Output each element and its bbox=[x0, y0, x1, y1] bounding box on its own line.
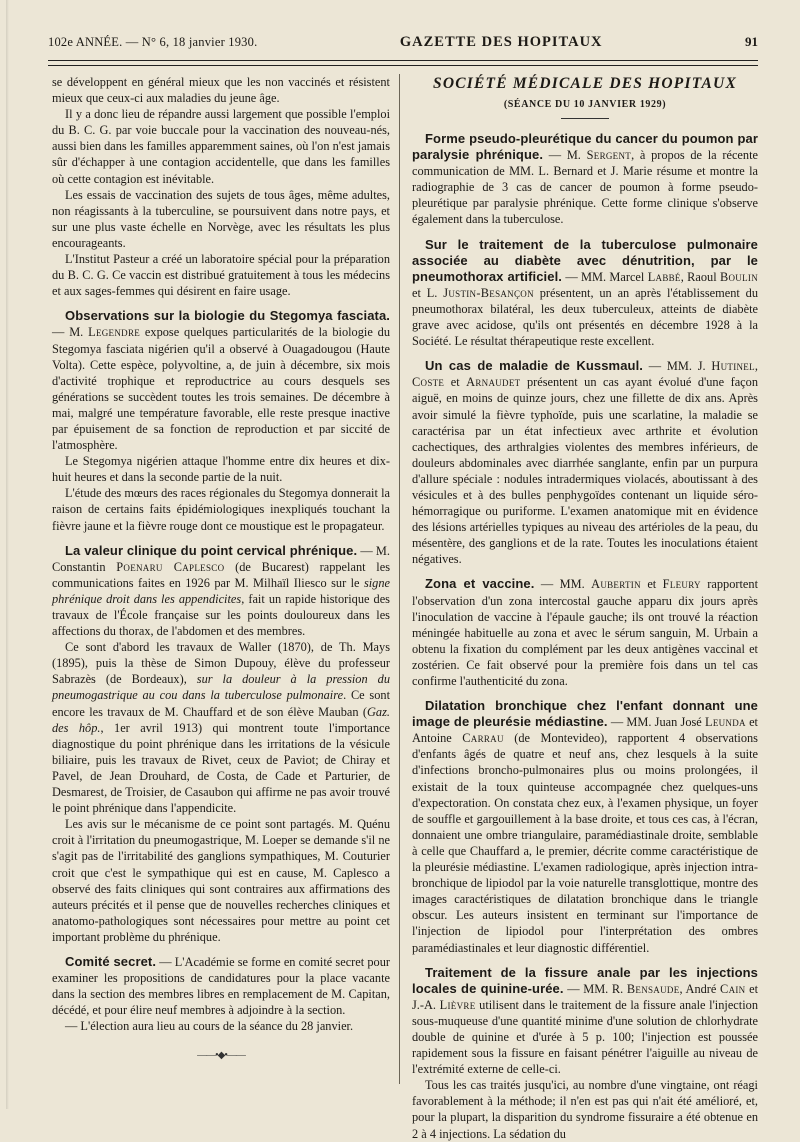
text-run: — M. bbox=[52, 325, 89, 340]
text-run: rapportent l'observation d'un zona intercostal gauche apparu dix jours après l'inoculation de vaccine à l'épaule gauche; ils ont trouvé la réaction méningée habituelle au zona et avec le sérum sanguin, M. Urbain a obtenu la fixation du complément par les deux antigènes vaccinal et zostérien. Ce fait observé pour la première fois dans un tel cas confirme l'authenticité du zona. bbox=[412, 577, 758, 688]
text-run: Ce sont d'abord les travaux de Waller (1870), de Th. Mays (1895), puis la thèse de Simon Dupouy, élève du professeur Sabrazès (de Bordeaux), bbox=[52, 640, 390, 687]
text-run: , Raoul bbox=[680, 269, 720, 284]
text-run: — MM. Marcel bbox=[562, 269, 648, 284]
article-title: La valeur clinique du point cervical phrénique. bbox=[65, 542, 358, 558]
text-run: , André bbox=[679, 981, 721, 996]
article-title: Observations sur la biologie du Stegomya fasciata. bbox=[65, 308, 390, 324]
article-title: Dilatation bronchique chez l'enfant donnant une image de pleurésie médiastine. bbox=[412, 698, 758, 730]
text-run: présentent, un an après l'établissement du pneumothorax bilatéral, les deux tuberculeux, atteints de diabète grave avec acidose, qu'ils ont présentés en décembre 1928 à la Société. Le résultat thérapeutique reste excellent. bbox=[412, 285, 758, 349]
text-run: — MM. J. bbox=[643, 359, 712, 374]
paragraph: Tous les cas traités jusqu'ici, au nombre d'une vingtaine, ont réagi favorablement à la méthode; il n'en est pas qui n'ait été amélioré, et, pour la plupart, la disparition du syndrome fissuraire a été obtenue en 2 à 4 injections. La sédation du bbox=[412, 1078, 758, 1141]
author-name: Poenaru Caplesco bbox=[116, 559, 225, 574]
paragraph: Il y a donc lieu de répandre aussi largement que possible l'emploi du B. C. G. par voie buccale pour la vaccination des nouveau-nés, aussi bien dans les familles apparemment saines, où l'on n'est jamais sûr d'échapper à une contagion accidentelle, que dans les familles où cette contagion est inévitable. bbox=[52, 107, 390, 186]
text-run: et bbox=[444, 375, 467, 390]
page-number: 91 bbox=[744, 34, 758, 49]
article-kussmaul bbox=[412, 358, 758, 567]
text-run: (de Montevideo), rapportent 4 observations d'enfants âgés de quatre et neuf ans, chez lesquels à la suite d'infections broncho-pulmonaires plus ou moins prolongées, il existait de la toux quinteuse accompagnée chez quelques-uns d'expectoration. On constata chez eux, à l'examen physique, un foyer de souffle et gargouillement à la base droite, et tous ces cas, à l'écran, donnaient une ombre triangulaire, paramédiastinale droite, semblable à celle que Chauffard a, le premier, décrite comme caractéristique de la pleurésie médiastine. L'examen radiologique, après injection intra-bronchique de lipiodol par la voie naturelle transglottique, montre des images caractéristiques de dilatation bronchique dans le triangle obscur. Les auteurs insistent en terminant sur l'importance de l'injection de lipiodol pour l'interprétation des ombres paramédiastinales et leur diagnostic différentiel. bbox=[412, 731, 758, 955]
paragraph: Les essais de vaccination des sujets de tous âges, même adultes, non réagissants à la tuberculine, se poursuivent dans notre pays, et sur une plus vaste échelle en Norvège, avec les résultats les plus encourageants. bbox=[52, 187, 390, 250]
paragraph: L'étude des mœurs des races régionales du Stegomya donnerait la raison de certains faits épidémiologiques inexpliqués touchant la fièvre jaune et la fièvre rouge dont ce moustique est le propagateur. bbox=[52, 486, 390, 533]
end-ornament: ——•◆•—— bbox=[197, 1050, 245, 1062]
article-title: Comité secret. bbox=[65, 953, 157, 969]
text-run: présentent un cas ayant évolué d'une façon aiguë, en moins de quinze jours, chez une fillette de dix ans. Après avoir simulé la fièvre typhoïde, puis une scarlatine, la maladie se caractérisa par un état infectieux avec arthrite et évolution cachectiques, des arthralgies violentes des membres inférieurs, de douleurs abdominales avec diarrhée sanglante, enfin par un purpura d'allure spéciale : nodules intradermiques violacés, aboutissant à des vésicules et à des bulles penphygoïdes contenant un liquide séro-hémorragique ou puriforme. L'examen anatomique mit en évidence des lésions artérielles typiques au niveau des artérioles de la peau, du mésentère, des ganglions et de la rate. Toutes les inoculations étaient négatives. bbox=[412, 375, 758, 567]
article-title: Forme pseudo-pleurétique du cancer du poumon par paralysie phrénique. bbox=[412, 131, 758, 163]
article-stegomya bbox=[52, 308, 390, 453]
article-phrenique bbox=[52, 543, 390, 640]
author-name: Leunda bbox=[705, 715, 746, 730]
text-run: — MM. bbox=[534, 577, 592, 592]
text-run: — L'Académie se forme en comité secret pour examiner les propositions de candidatures pour la place vacante dans la section des membres libres en remplacement de M. Capitan, décédé, et pour élire neuf membres à adjoindre à la section. bbox=[52, 954, 390, 1018]
text-run: et J.-A. bbox=[412, 981, 759, 1012]
article-diabete bbox=[412, 237, 758, 350]
text-run: et bbox=[640, 577, 663, 592]
author-name: Coste bbox=[412, 375, 445, 390]
header-rule bbox=[48, 60, 758, 66]
session-date: (SÉANCE DU 10 JANVIER 1929) bbox=[503, 99, 667, 110]
article-dilatation bbox=[412, 698, 758, 956]
author-name: Aubertin bbox=[591, 577, 641, 592]
paragraph: L'Institut Pasteur a créé un laboratoire spécial pour la préparation du B. C. G. Ce vaccin est distribué gratuitement à tous les médecins et aux sages-femmes qui désirent en faire usage. bbox=[52, 252, 390, 299]
author-name: Arnaudet bbox=[466, 375, 521, 390]
text-run: . Ce sont encore les travaux de M. Chauffard et de son élève Mauban ( bbox=[52, 688, 391, 719]
author-name: Carrau bbox=[462, 731, 504, 746]
author-name: Justin-Besançon bbox=[443, 285, 534, 300]
text-run: — M. bbox=[543, 148, 587, 163]
author-name: Lièvre bbox=[439, 997, 476, 1012]
paragraph: — L'élection aura lieu au cours de la séance du 28 janvier. bbox=[65, 1019, 354, 1034]
text-run: expose quelques particularités de la biologie du Stegomya fasciata nigérien qu'il a observé à Ouagadougou (Haute Volta). Cette espèce, polyvoltine, a, de juin à décembre, six mois d'activité trophique et reproductrice au cours desquels ses générations se succèdent toutes les trois semaines. De décembre à mai, malgré une température favorable, elle reste presque inactive par épuisement de sa fonction de reproduction et par siccité de l'atmosphère. bbox=[52, 325, 391, 453]
section-rule bbox=[561, 118, 609, 119]
paragraph: Le Stegomya nigérien attaque l'homme entre dix heures et dix-huit heures et dans la seconde partie de la nuit. bbox=[52, 454, 390, 485]
article-title: Traitement de la fissure anale par les injections locales de quinine-urée. bbox=[412, 964, 758, 996]
article-title: Un cas de maladie de Kussmaul. bbox=[425, 358, 644, 374]
author-name: Boulin bbox=[719, 269, 758, 284]
author-name: Cain bbox=[720, 981, 746, 996]
article-zona bbox=[412, 576, 758, 689]
author-name: Hutinel bbox=[711, 359, 755, 374]
author-name: Bensaude bbox=[626, 981, 680, 996]
author-name: Legendre bbox=[88, 325, 141, 340]
author-name: Fleury bbox=[662, 577, 701, 592]
italic-run: signe phrénique droit dans les appendicites bbox=[52, 575, 390, 606]
column-separator bbox=[399, 74, 400, 1084]
italic-run: Gaz. des hôp. bbox=[52, 704, 390, 735]
article-title: Sur le traitement de la tuberculose pulmonaire associée au diabète avec dénutrition, par le pneumothorax artificiel. bbox=[412, 236, 758, 284]
text-run: et Antoine bbox=[412, 715, 758, 746]
text-run: , bbox=[754, 359, 758, 374]
text-run: — MM. R. bbox=[563, 981, 627, 996]
text-run: , fait un rapide historique des travaux de l'École française sur les points douloureux dans les affections du thorax, de l'abdomen et des membres. bbox=[52, 591, 390, 639]
page-fold-shadow bbox=[6, 0, 9, 1109]
text-run: , à propos de la récente communication de MM. L. Bernard et J. Marie résume et montre la radiographie de 3 cas de cancer de poumon à forme pseudo-pleurétique par paralysie phrénique. Cette forme clinique s'observe également dans la tuberculose. bbox=[412, 148, 758, 227]
section-heading: SOCIÉTÉ MÉDICALE DES HOPITAUX bbox=[433, 75, 737, 92]
paragraph: Les avis sur le mécanisme de ce point sont partagés. M. Quénu croit à l'irritation du pneumogastrique, M. Loeper se demande s'il ne s'agit pas de l'irritabilité des ganglions sympathiques, M. Couturier croit que c'est le sympathique qui est en cause, M. Caplesco a observé des faits cliniques qui sont contraires aux affirmations des auteurs précités et il pense que de nouvelles recherches cliniques et anatomo-pathologiques sont nécessaires pour mettre au point cet important problème du phrénique. bbox=[52, 817, 390, 944]
article-forme bbox=[412, 131, 758, 228]
text-run: (de Bucarest) rappelant les communications faites en 1926 par M. Milhaïl Iliesco sur le bbox=[52, 559, 390, 590]
text-run: , 1er avril 1913) qui montrent toute l'importance diagnostique du point phrénique dans les irritations de la vésicule biliaire, puis les travaux de Rivet, ceux de Paviot; de Chiray et Pavel, de Jean Drouhard, de Costa, de Cade et Parturier, de Desmarest, de Troisier, de Casaubon qui affirme ne pas avoir trouvé le point phrénique dans l'appendicite. bbox=[52, 720, 390, 816]
right-column bbox=[412, 74, 758, 1142]
left-column bbox=[52, 74, 390, 1065]
text-run: — M. Constantin bbox=[52, 543, 390, 574]
page-header bbox=[48, 34, 758, 56]
text-run: — MM. Juan José bbox=[607, 715, 705, 730]
author-name: Sergent bbox=[586, 148, 632, 163]
article-title: Zona et vaccine. bbox=[425, 576, 535, 592]
article-fissure bbox=[412, 965, 758, 1078]
text-run: et L. bbox=[412, 285, 444, 300]
paragraph bbox=[52, 639, 390, 816]
author-name: Labbé bbox=[647, 269, 681, 284]
paragraph: se développent en général mieux que les non vaccinés et résistent mieux que ceux-ci aux maladies du jeune âge. bbox=[52, 75, 390, 106]
text-run: utilisent dans le traitement de la fissure anale l'injection sous-muqueuse d'une quantité minime d'une solution de chlorhydrate double de quinine et d'urée à 5 p. 100; l'injection est poussée rapidement sous la fissure en faisant pénétrer l'aiguille au niveau de l'extrémité externe de celle-ci. bbox=[412, 997, 758, 1077]
italic-run: sur la douleur à la pression du pneumogastrique au cou dans la tuberculose pulmonaire bbox=[52, 672, 390, 703]
issue-line: 102e ANNÉE. — N° 6, 18 janvier 1930. bbox=[48, 35, 258, 49]
journal-title: GAZETTE DES HOPITAUX bbox=[399, 34, 603, 50]
article-comite bbox=[52, 954, 390, 1018]
